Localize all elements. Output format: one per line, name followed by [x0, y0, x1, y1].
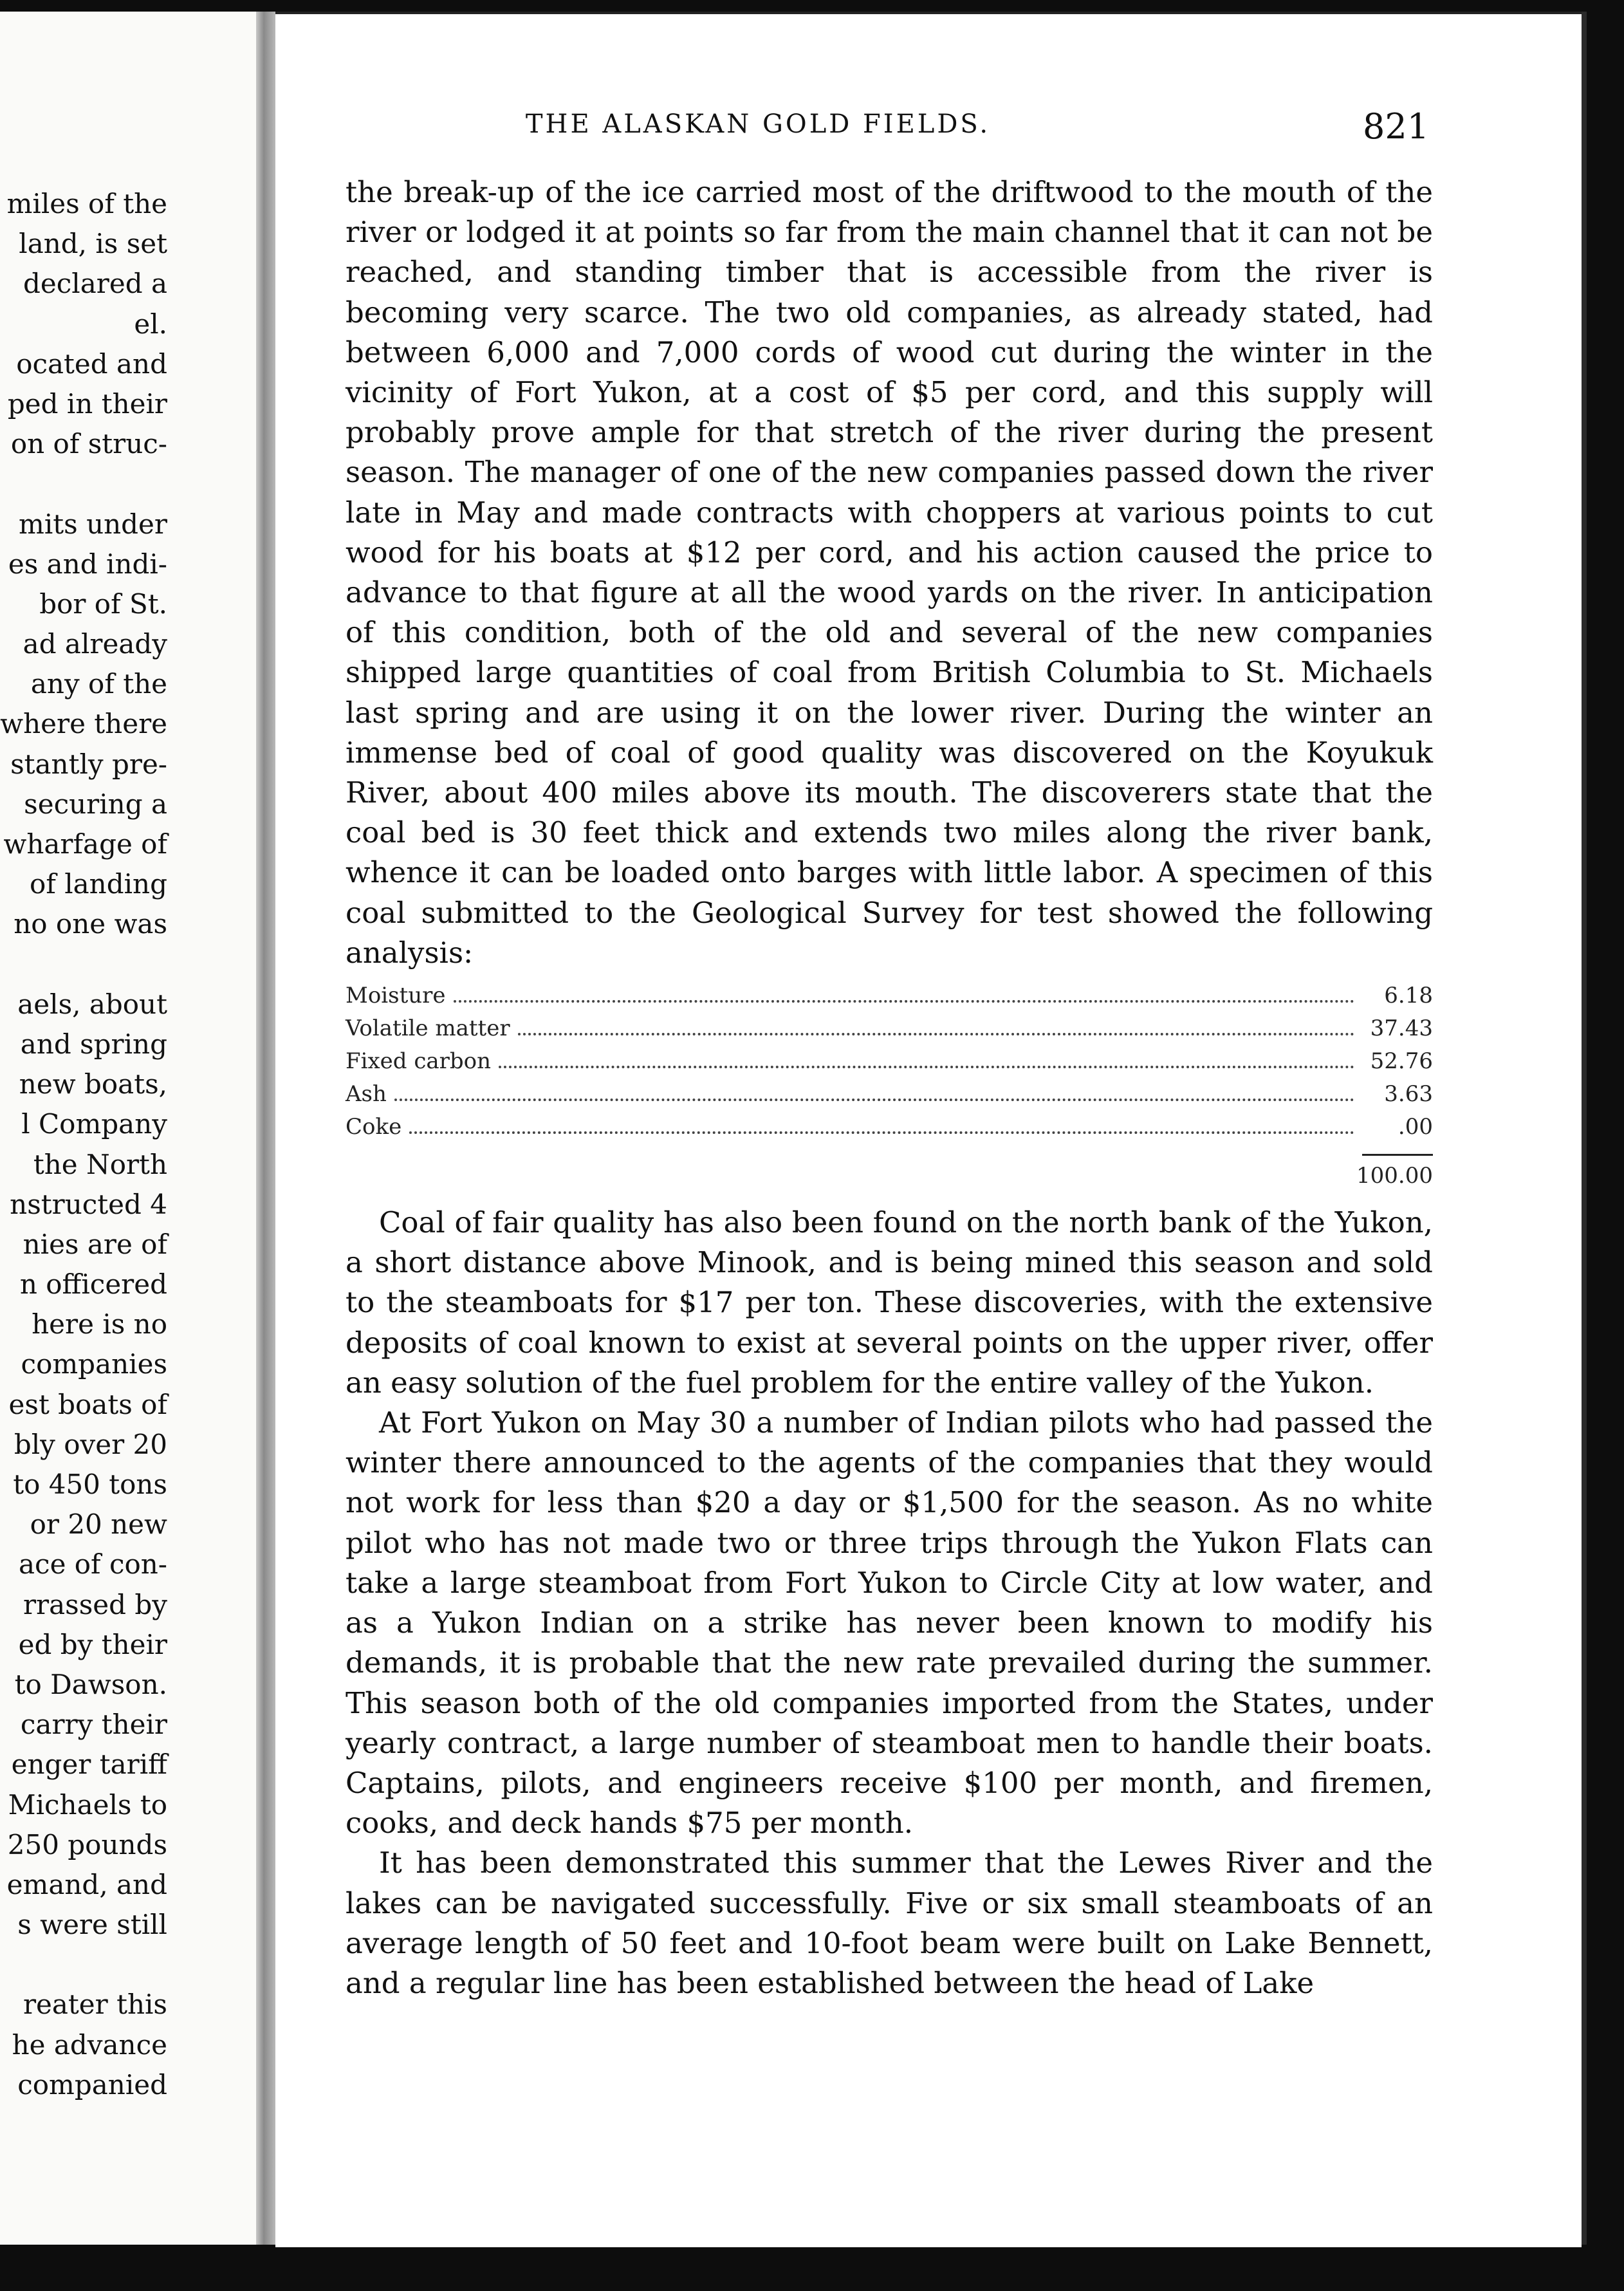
paragraph-fuel-supply: the break-up of the ice carried most of the driftwood to the mouth of the river or lodged it at points so far from the main channel that it can not be reached, and standing timber that is accessible from the river is becoming very scarce. The two old companies, as already stated, had between 6,000 and 7,000 cords of wood cut during the winter in the vicinity of Fort Yukon, at a cost of $5 per cord, and this supply will probably prove ample for that stretch of the river during the present season. The manager of one of the new companies passed down the river late in May and made contracts with choppers at various points to cut wood for his boats at $12 per cord, and his action caused the price to advance to that figure at all the wood yards on the river. In anticipation of this condition, both of the old and several of the new companies shipped large quantities of coal from British Columbia to St. Michaels last spring and are using it on the lower river. During the winter an immense bed of coal of good quality was discovered on the Koyukuk River, about 400 miles above its mouth. The discoverers state that the coal bed is 30 feet thick and extends two miles along the river bank, whence it can be loaded onto barges with little labor. A specimen of this coal submitted to the Geological Survey for test showed the following analysis: [346, 175, 1433, 970]
analysis-row [346, 1012, 1433, 1045]
left-fragment-line: or 20 new [30, 1508, 167, 1541]
analysis-value: 6.18 [1384, 983, 1433, 1009]
left-fragment-line: mits under [19, 508, 167, 540]
left-fragment-line: the North [33, 1148, 167, 1180]
left-fragment-line: nies are of [23, 1228, 167, 1260]
left-page-fragment [0, 12, 256, 2245]
running-header: THE ALASKAN GOLD FIELDS. [525, 109, 991, 139]
left-fragment-line: ace of con- [19, 1548, 167, 1581]
page-edge [1582, 12, 1587, 2245]
left-fragment-line: ocated and [16, 348, 167, 380]
left-fragment-line: to 450 tons [13, 1469, 167, 1500]
leader-dots [454, 1000, 1354, 1003]
left-fragment-line: here is no [32, 1308, 167, 1340]
left-fragment-line: ad already [23, 628, 167, 660]
analysis-value: 37.43 [1370, 1016, 1433, 1042]
left-fragment-line: es and indi- [8, 548, 167, 580]
main-text-column [346, 172, 1433, 2003]
paragraph-coal-yukon: Coal of fair quality has also been found on the north bank of the Yukon, a short distance above Minook, and is being mined this season and sold to the steamboats for $17 per ton. These discoveries, with the extensive deposits of coal known to exist at several points on the upper river, offer an easy solution of the fuel problem for the entire valley of the Yukon. [346, 1205, 1433, 1400]
left-fragment-line: ed by their [18, 1628, 167, 1660]
left-fragment-line: el. [134, 308, 167, 340]
analysis-value: 52.76 [1370, 1048, 1433, 1075]
analysis-total: 100.00 [1356, 1163, 1433, 1189]
left-fragment-line: new boats, [19, 1068, 167, 1100]
left-fragment-line: bly over 20 [14, 1428, 167, 1460]
left-fragment-line [0, 945, 167, 985]
left-fragment-line: any of the [30, 668, 167, 700]
left-fragment-line: no one was [14, 908, 167, 940]
left-fragment-line: stantly pre- [10, 748, 167, 780]
left-fragment-line: aels, about [17, 988, 167, 1020]
leader-dots [409, 1131, 1354, 1134]
left-fragment-line: 250 pounds [7, 1828, 167, 1860]
left-fragment-line: land, is set [19, 228, 167, 260]
leader-dots [499, 1066, 1354, 1068]
left-fragment-line: to Dawson. [14, 1668, 167, 1700]
analysis-label: Volatile matter [346, 1016, 510, 1042]
left-fragment-line: rrassed by [23, 1588, 167, 1620]
left-fragment-line: enger tariff [11, 1748, 167, 1781]
analysis-label: Coke [346, 1114, 402, 1140]
left-fragment-line: carry their [20, 1709, 167, 1741]
left-fragment-line: Michaels to [8, 1788, 167, 1821]
left-fragment-line: l Company [21, 1108, 167, 1140]
book-gutter [256, 12, 275, 2245]
left-fragment-line: ped in their [7, 387, 167, 420]
left-fragment-line: companied [17, 2068, 167, 2101]
paragraph-lewes-river: It has been demonstrated this summer that the Lewes River and the lakes can be navigated successfully. Five or six small steamboats of an average length of 50 feet and 10-foot beam were built on Lake Bennett, and a regular line has been established between the head of Lake [346, 1846, 1433, 2000]
left-fragment-line: est boats of [8, 1388, 167, 1420]
total-rule [1362, 1154, 1433, 1156]
leader-dots [394, 1099, 1354, 1101]
analysis-row [346, 1045, 1433, 1078]
left-fragment-line: emand, and [6, 1868, 167, 1900]
left-fragment-line: of landing [30, 868, 167, 900]
left-fragment-line: declared a [23, 268, 167, 300]
left-fragment-line: bor of St. [39, 588, 167, 620]
analysis-row [346, 979, 1433, 1012]
left-fragment-line: on of struc- [10, 428, 167, 460]
analysis-value: .00 [1398, 1114, 1433, 1140]
left-fragment-line: miles of the [6, 188, 167, 219]
left-page-text [0, 184, 167, 2105]
analysis-label: Ash [346, 1081, 387, 1108]
left-fragment-line: securing a [24, 788, 167, 820]
analysis-label: Fixed carbon [346, 1048, 492, 1075]
left-fragment-line: nstructed 4 [10, 1188, 167, 1220]
left-fragment-line: s were still [17, 1909, 167, 1941]
coal-analysis-table [346, 979, 1433, 1192]
analysis-value: 3.63 [1384, 1081, 1433, 1108]
paragraph-indian-pilots: At Fort Yukon on May 30 a number of Indian pilots who had passed the winter there announced to the agents of the companies that they would not work for less than $20 a day or $1,500 for the season. As no white pilot who has not made two or three trips through the Yukon Flats can take a large steamboat from Fort Yukon to Circle City at low water, and as a Yukon Indian on a strike has never been known to modify his demands, it is probable that the new rate prevailed during the summer. This season both of the old companies imported from the States, under yearly contract, a large number of steamboat men to handle their boats. Captains, pilots, and engineers receive $100 per month, and firemen, cooks, and deck hands $75 per month. [346, 1405, 1433, 1841]
page-number: 821 [1363, 106, 1430, 147]
left-fragment-line: he advance [12, 2028, 167, 2061]
left-fragment-line: where there [0, 708, 167, 740]
left-fragment-line [0, 1945, 167, 1985]
leader-dots [518, 1033, 1354, 1035]
left-fragment-line: companies [21, 1348, 167, 1380]
left-fragment-line: n officered [19, 1268, 167, 1301]
left-fragment-line [0, 464, 167, 504]
left-fragment-line: reater this [23, 1989, 167, 2021]
analysis-label: Moisture [346, 983, 446, 1009]
analysis-row [346, 1111, 1433, 1144]
left-fragment-line: wharfage of [3, 828, 167, 860]
analysis-row [346, 1078, 1433, 1111]
left-fragment-line: and spring [20, 1028, 167, 1060]
